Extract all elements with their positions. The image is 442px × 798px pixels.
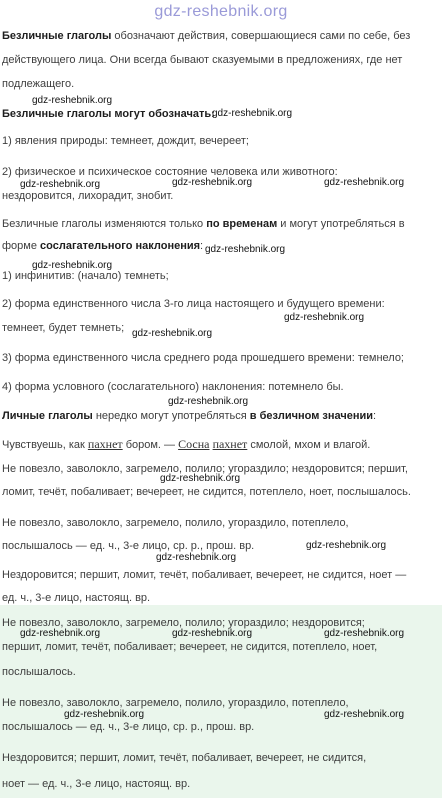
list-b2: послышалось — ед. ч., 3-е лицо, ср. р., прош. вр.: [2, 540, 255, 552]
answer-c2: ноет — ед. ч., 3-е лицо, настоящ. вр.: [2, 778, 191, 790]
intro-line-2: действующего лица. Они всегда бывают сказуемыми в предложениях, где нет: [2, 54, 403, 66]
personal-line: [2, 410, 376, 422]
meaning-2a: 2) физическое и психическое состояние человека или животного:: [2, 166, 338, 178]
watermark: gdz-reshebnik.org: [306, 540, 387, 551]
example-underlined-2: Сосна: [178, 437, 210, 451]
answer-b2: послышалось — ед. ч., 3-е лицо, ср. р., прош. вр.: [2, 721, 255, 733]
answer-a2: першит, ломит, течёт, побаливает; вечереет, не сидится, потеплело, ноет,: [2, 641, 378, 653]
watermark: gdz-reshebnik.org: [20, 179, 101, 190]
watermark: gdz-reshebnik.org: [172, 177, 253, 188]
watermark: gdz-reshebnik.org: [168, 396, 249, 407]
meanings-heading-bold: Безличные глаголы могут обозначать:: [2, 108, 215, 120]
meaning-1: 1) явления природы: темнеет, дождит, вечереет;: [2, 135, 249, 147]
answer-c1: Нездоровится; першит, ломит, течёт, побаливает, вечереет, не сидится,: [2, 752, 367, 764]
list-a1: Не повезло, заволокло, загремело, полило; угораздило; нездоровится; першит,: [2, 463, 408, 475]
watermark: gdz-reshebnik.org: [324, 628, 405, 639]
intro-text: обозначают действия, совершающиеся сами по себе, без: [111, 30, 411, 42]
site-header[interactable]: gdz-reshebnik.org: [154, 3, 288, 20]
intro-line-1: [2, 30, 410, 42]
meaning-2b: нездоровится, лихорадит, знобит.: [2, 190, 174, 202]
list-b1: Не повезло, заволокло, загремело, полило, угораздило, потеплело,: [2, 517, 349, 529]
form-2a: 2) форма единственного числа 3-го лица настоящего и будущего времени:: [2, 298, 385, 310]
personal-text-1: нередко могут употребляться: [92, 410, 250, 422]
example-underlined-1: пахнет: [87, 437, 123, 451]
watermark: gdz-reshebnik.org: [205, 244, 286, 255]
watermark: gdz-reshebnik.org: [64, 709, 145, 720]
example-sentence: [2, 437, 370, 452]
personal-text-2: :: [373, 410, 377, 422]
watermark: gdz-reshebnik.org: [132, 328, 213, 339]
change-text-3: форме: [2, 240, 41, 252]
personal-bold-2: в безличном значении: [249, 410, 374, 422]
answer-a3: послышалось.: [2, 666, 76, 678]
list-c1: Нездоровится; першит, ломит, течёт, побаливает, вечереет, не сидится, ноет —: [2, 569, 407, 581]
example-text-4: смолой, мхом и влагой.: [247, 439, 371, 451]
term-bold: Безличные глаголы: [2, 30, 112, 42]
form-3: 3) форма единственного числа среднего рода прошедшего времени: темнело;: [2, 352, 404, 364]
watermark: gdz-reshebnik.org: [172, 628, 253, 639]
watermark: gdz-reshebnik.org: [32, 260, 113, 271]
change-line-1: [2, 218, 405, 230]
watermark: gdz-reshebnik.org: [32, 95, 113, 106]
answer-b1: Не повезло, заволокло, загремело, полило, угораздило, потеплело,: [2, 697, 349, 709]
watermark: gdz-reshebnik.org: [324, 177, 405, 188]
intro-line-3: подлежащего.: [2, 78, 75, 90]
watermark: gdz-reshebnik.org: [284, 312, 365, 323]
answer-a1: Не повезло, заволокло, загремело, полило; угораздило; нездоровится;: [2, 617, 365, 629]
change-text-4: :: [200, 240, 204, 252]
meanings-heading: [2, 108, 215, 120]
example-underlined-3: пахнет: [212, 437, 248, 451]
list-c2: ед. ч., 3-е лицо, настоящ. вр.: [2, 592, 151, 604]
watermark: gdz-reshebnik.org: [324, 709, 405, 720]
watermark: gdz-reshebnik.org: [212, 108, 293, 119]
watermark: gdz-reshebnik.org: [160, 473, 241, 484]
form-1: 1) инфинитив: (начало) темнеть;: [2, 270, 169, 282]
watermark: gdz-reshebnik.org: [20, 628, 101, 639]
form-4: 4) форма условного (сослагательного) наклонения: потемнело бы.: [2, 381, 344, 393]
change-text-1: Безличные глаголы изменяются только: [2, 218, 207, 230]
change-bold-1: по временам: [206, 218, 278, 230]
form-2b: темнеет, будет темнеть;: [2, 322, 125, 334]
watermark: gdz-reshebnik.org: [156, 552, 237, 563]
example-text-2: бором. —: [122, 439, 179, 451]
personal-bold-1: Личные глаголы: [2, 410, 93, 422]
change-line-2: [2, 240, 203, 252]
change-bold-2: сослагательного наклонения: [40, 240, 201, 252]
list-a2: ломит, течёт, побаливает; вечереет, не сидится, потеплело, ноет, послышалось.: [2, 486, 411, 498]
change-text-2: и могут употребляться в: [277, 218, 405, 230]
example-text-1: Чувствуешь, как: [2, 439, 88, 451]
